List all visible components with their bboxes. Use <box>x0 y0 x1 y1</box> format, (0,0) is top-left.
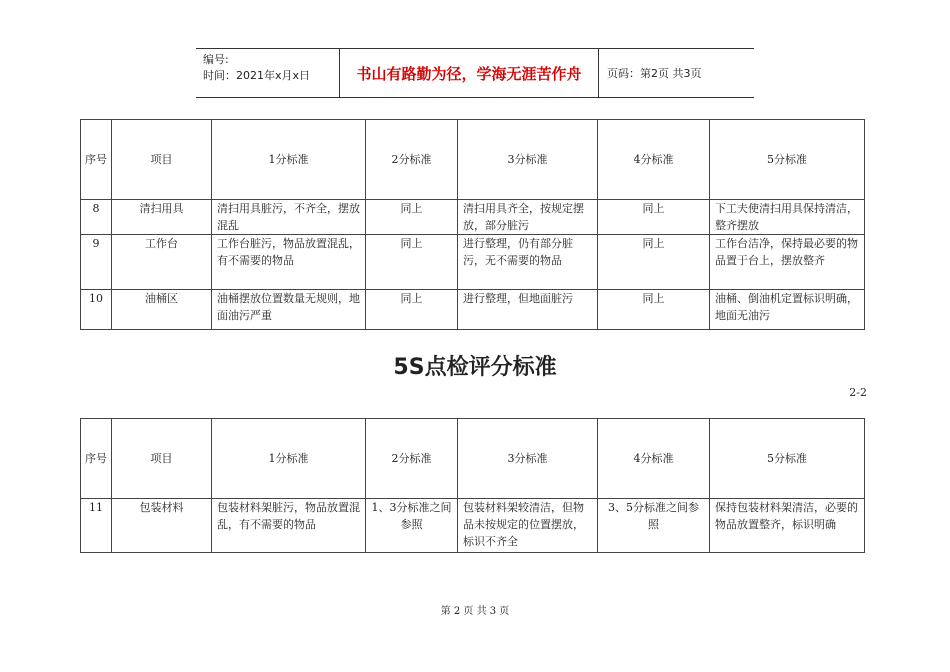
row-score-4: 同上 <box>598 235 710 290</box>
table-row <box>81 290 865 330</box>
row-score-3: 进行整理，但地面脏污 <box>458 290 598 330</box>
row-score-3: 进行整理，仍有部分脏污，无不需要的物品 <box>458 235 598 290</box>
row-score-5: 油桶、倒油机定置标识明确，地面无油污 <box>710 290 865 330</box>
header-score-1: 1分标准 <box>212 120 366 200</box>
row-score-5: 工作台洁净，保持最必要的物品置于台上，摆放整齐 <box>710 235 865 290</box>
row-score-2: 同上 <box>366 235 458 290</box>
header-info-cell <box>196 49 340 97</box>
row-score-1: 工作台脏污，物品放置混乱，有不需要的物品 <box>212 235 366 290</box>
header-score-5: 5分标准 <box>710 419 865 499</box>
header-score-3: 3分标准 <box>458 419 598 499</box>
header-score-5: 5分标准 <box>710 120 865 200</box>
row-seq: 10 <box>81 290 112 330</box>
header-item: 项目 <box>112 120 212 200</box>
row-seq: 9 <box>81 235 112 290</box>
row-score-4: 同上 <box>598 290 710 330</box>
row-seq: 8 <box>81 200 112 235</box>
header-seq: 序号 <box>81 120 112 200</box>
row-item: 包装材料 <box>112 499 212 553</box>
header-score-4: 4分标准 <box>598 120 710 200</box>
table-header-row <box>81 419 865 499</box>
header-score-2: 2分标准 <box>366 419 458 499</box>
row-score-4: 同上 <box>598 200 710 235</box>
header-item: 项目 <box>112 419 212 499</box>
header-score-1: 1分标准 <box>212 419 366 499</box>
section-title: 5S点检评分标准 <box>393 355 557 380</box>
row-score-2: 同上 <box>366 200 458 235</box>
row-seq: 11 <box>81 499 112 553</box>
row-score-1: 清扫用具脏污，不齐全，摆放混乱 <box>212 200 366 235</box>
row-score-5: 下工夫使清扫用具保持清洁，整齐摆放 <box>710 200 865 235</box>
time-label: 时间：2021年x月x日 <box>203 69 311 82</box>
row-item: 油桶区 <box>112 290 212 330</box>
row-score-3: 清扫用具齐全，按规定摆放，部分脏污 <box>458 200 598 235</box>
row-score-3: 包装材料架较清洁，但物品未按规定的位置摆放，标识不齐全 <box>458 499 598 553</box>
header-seq: 序号 <box>81 419 112 499</box>
row-score-2: 同上 <box>366 290 458 330</box>
row-score-1: 包装材料架脏污，物品放置混乱，有不需要的物品 <box>212 499 366 553</box>
motto: 书山有路勤为径，学海无涯苦作舟 <box>340 49 599 97</box>
table-row <box>81 200 865 235</box>
criteria-table-1 <box>80 119 865 330</box>
header-score-2: 2分标准 <box>366 120 458 200</box>
row-item: 清扫用具 <box>112 200 212 235</box>
header-score-4: 4分标准 <box>598 419 710 499</box>
table-row <box>81 235 865 290</box>
row-score-4: 3、5分标准之间参照 <box>598 499 710 553</box>
code-label: 编号: <box>203 53 229 66</box>
section-code: 2-2 <box>849 386 867 399</box>
page-header <box>196 48 754 98</box>
page-info: 页码：第2页 共3页 <box>607 67 702 80</box>
table-row <box>81 499 865 553</box>
header-score-3: 3分标准 <box>458 120 598 200</box>
criteria-table-2 <box>80 418 865 553</box>
table-header-row <box>81 120 865 200</box>
row-score-2: 1、3分标准之间参照 <box>366 499 458 553</box>
row-item: 工作台 <box>112 235 212 290</box>
page-footer: 第 2 页 共 3 页 <box>440 606 510 617</box>
row-score-5: 保持包装材料架清洁，必要的物品放置整齐，标识明确 <box>710 499 865 553</box>
row-score-1: 油桶摆放位置数量无规则，地面油污严重 <box>212 290 366 330</box>
